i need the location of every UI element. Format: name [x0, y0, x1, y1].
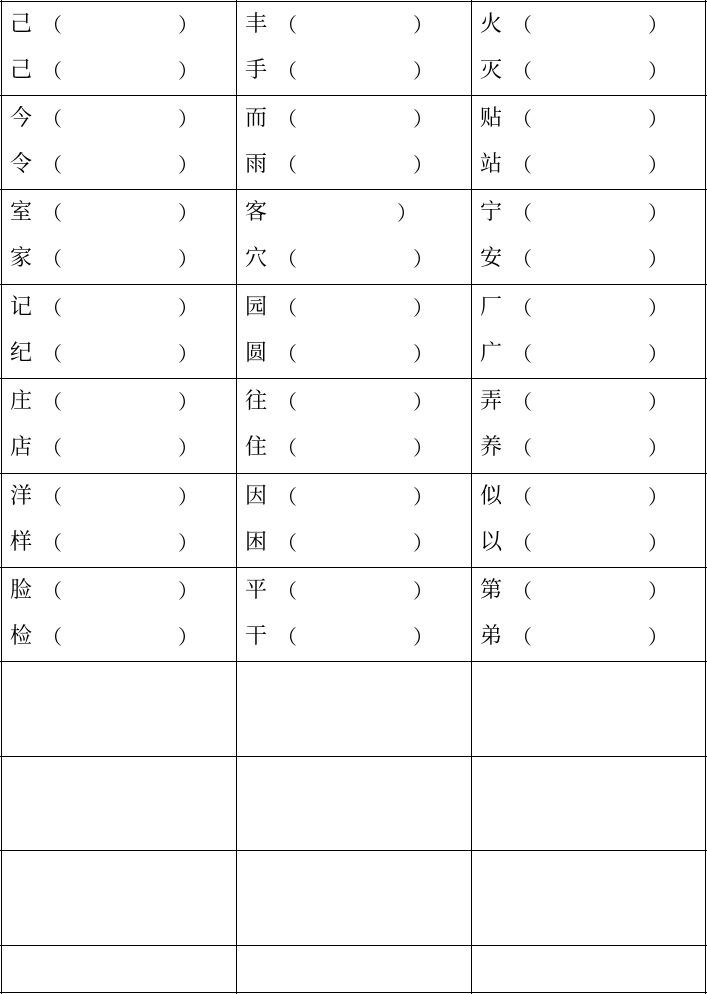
character-label: 纪 — [10, 341, 33, 366]
character-label: 丰 — [245, 12, 268, 37]
character-label: 安 — [480, 246, 503, 271]
character-label: 家 — [10, 246, 33, 271]
close-paren: ） — [648, 390, 668, 414]
row-divider — [0, 378, 707, 379]
open-paren: （ — [277, 107, 297, 131]
character-label: 弄 — [480, 389, 503, 414]
open-paren: （ — [42, 485, 62, 509]
open-paren: （ — [512, 201, 532, 225]
close-paren: ） — [413, 625, 433, 649]
close-paren: ） — [413, 342, 433, 366]
close-paren: ） — [648, 13, 668, 37]
open-paren: （ — [42, 153, 62, 177]
open-paren: （ — [42, 296, 62, 320]
character-label: 宁 — [480, 200, 503, 225]
close-paren: ） — [178, 59, 198, 83]
table-border-top — [0, 1, 707, 2]
open-paren: （ — [512, 342, 532, 366]
open-paren: （ — [42, 342, 62, 366]
close-paren: ） — [413, 531, 433, 555]
close-paren: ） — [648, 531, 668, 555]
close-paren: ） — [648, 625, 668, 649]
row-divider — [0, 473, 707, 474]
close-paren: ） — [178, 625, 198, 649]
open-paren: （ — [277, 485, 297, 509]
character-label: 室 — [10, 200, 33, 225]
open-paren: （ — [512, 59, 532, 83]
close-paren: ） — [413, 485, 433, 509]
close-paren: ） — [178, 107, 198, 131]
open-paren: （ — [42, 625, 62, 649]
row-divider — [0, 661, 707, 662]
row-divider — [0, 189, 707, 190]
character-label: 厂 — [480, 295, 503, 320]
close-paren: ） — [413, 59, 433, 83]
close-paren: ） — [648, 59, 668, 83]
close-paren: ） — [648, 107, 668, 131]
character-label: 站 — [480, 152, 503, 177]
row-divider — [0, 756, 707, 757]
character-label: 雨 — [245, 152, 268, 177]
open-paren: （ — [277, 436, 297, 460]
close-paren: ） — [178, 247, 198, 271]
close-paren: ） — [648, 201, 668, 225]
row-divider — [0, 567, 707, 568]
open-paren: （ — [277, 296, 297, 320]
table-border-bottom — [0, 992, 707, 993]
character-label: 圆 — [245, 341, 268, 366]
open-paren: （ — [42, 436, 62, 460]
character-label: 洋 — [10, 484, 33, 509]
character-label: 己 — [10, 12, 33, 37]
open-paren: （ — [512, 107, 532, 131]
close-paren: ） — [413, 296, 433, 320]
close-paren: ） — [178, 201, 198, 225]
character-label: 干 — [245, 624, 268, 649]
open-paren: （ — [42, 390, 62, 414]
open-paren: （ — [277, 625, 297, 649]
character-label: 样 — [10, 530, 33, 555]
close-paren: ） — [648, 436, 668, 460]
open-paren: （ — [42, 579, 62, 603]
row-divider — [0, 850, 707, 851]
character-label: 己 — [10, 58, 33, 83]
character-label: 而 — [245, 106, 268, 131]
open-paren: （ — [512, 485, 532, 509]
character-label: 手 — [245, 58, 268, 83]
close-paren: ） — [648, 153, 668, 177]
open-paren: （ — [42, 107, 62, 131]
close-paren: ） — [178, 579, 198, 603]
close-paren: ） — [648, 342, 668, 366]
close-paren: ） — [413, 153, 433, 177]
character-label: 火 — [480, 12, 503, 37]
character-label: 往 — [245, 389, 268, 414]
open-paren: （ — [512, 153, 532, 177]
open-paren: （ — [512, 13, 532, 37]
character-label: 困 — [245, 530, 268, 555]
close-paren: ） — [648, 485, 668, 509]
character-label: 似 — [480, 484, 503, 509]
table-border-left — [1, 0, 2, 994]
open-paren: （ — [277, 247, 297, 271]
character-label: 贴 — [480, 106, 503, 131]
open-paren: （ — [512, 390, 532, 414]
close-paren: ） — [413, 390, 433, 414]
character-label: 检 — [10, 624, 33, 649]
close-paren: ） — [178, 153, 198, 177]
character-label: 店 — [10, 435, 33, 460]
close-paren: ） — [178, 390, 198, 414]
close-paren: ） — [178, 485, 198, 509]
character-label: 弟 — [480, 624, 503, 649]
close-paren: ） — [178, 342, 198, 366]
row-divider — [0, 284, 707, 285]
open-paren: （ — [512, 296, 532, 320]
open-paren: （ — [277, 13, 297, 37]
character-label: 今 — [10, 106, 33, 131]
open-paren: （ — [512, 247, 532, 271]
open-paren: （ — [277, 59, 297, 83]
character-label: 灭 — [480, 58, 503, 83]
open-paren: （ — [42, 247, 62, 271]
open-paren: （ — [512, 436, 532, 460]
close-paren: ） — [397, 201, 417, 225]
close-paren: ） — [413, 107, 433, 131]
open-paren: （ — [512, 625, 532, 649]
close-paren: ） — [178, 13, 198, 37]
character-label: 养 — [480, 435, 503, 460]
close-paren: ） — [413, 436, 433, 460]
open-paren: （ — [277, 390, 297, 414]
close-paren: ） — [413, 579, 433, 603]
close-paren: ） — [648, 296, 668, 320]
close-paren: ） — [648, 247, 668, 271]
character-label: 庄 — [10, 389, 33, 414]
character-label: 脸 — [10, 578, 33, 603]
close-paren: ） — [178, 296, 198, 320]
open-paren: （ — [277, 153, 297, 177]
open-paren: （ — [42, 59, 62, 83]
open-paren: （ — [42, 531, 62, 555]
close-paren: ） — [178, 531, 198, 555]
character-label: 园 — [245, 295, 268, 320]
character-label: 广 — [480, 341, 503, 366]
character-label: 以 — [480, 530, 503, 555]
open-paren: （ — [42, 13, 62, 37]
column-divider-2 — [471, 0, 472, 994]
close-paren: ） — [648, 579, 668, 603]
close-paren: ） — [413, 13, 433, 37]
character-label: 客 — [245, 200, 268, 225]
table-border-right — [705, 0, 706, 994]
character-label: 记 — [10, 295, 33, 320]
close-paren: ） — [413, 247, 433, 271]
open-paren: （ — [512, 531, 532, 555]
open-paren: （ — [42, 201, 62, 225]
character-label: 住 — [245, 435, 268, 460]
character-label: 平 — [245, 578, 268, 603]
row-divider — [0, 945, 707, 946]
character-label: 令 — [10, 152, 33, 177]
open-paren: （ — [277, 531, 297, 555]
character-label: 穴 — [245, 246, 268, 271]
open-paren: （ — [277, 342, 297, 366]
character-label: 因 — [245, 484, 268, 509]
character-label: 第 — [480, 578, 503, 603]
open-paren: （ — [277, 579, 297, 603]
open-paren: （ — [512, 579, 532, 603]
column-divider-1 — [236, 0, 237, 994]
row-divider — [0, 95, 707, 96]
close-paren: ） — [178, 436, 198, 460]
